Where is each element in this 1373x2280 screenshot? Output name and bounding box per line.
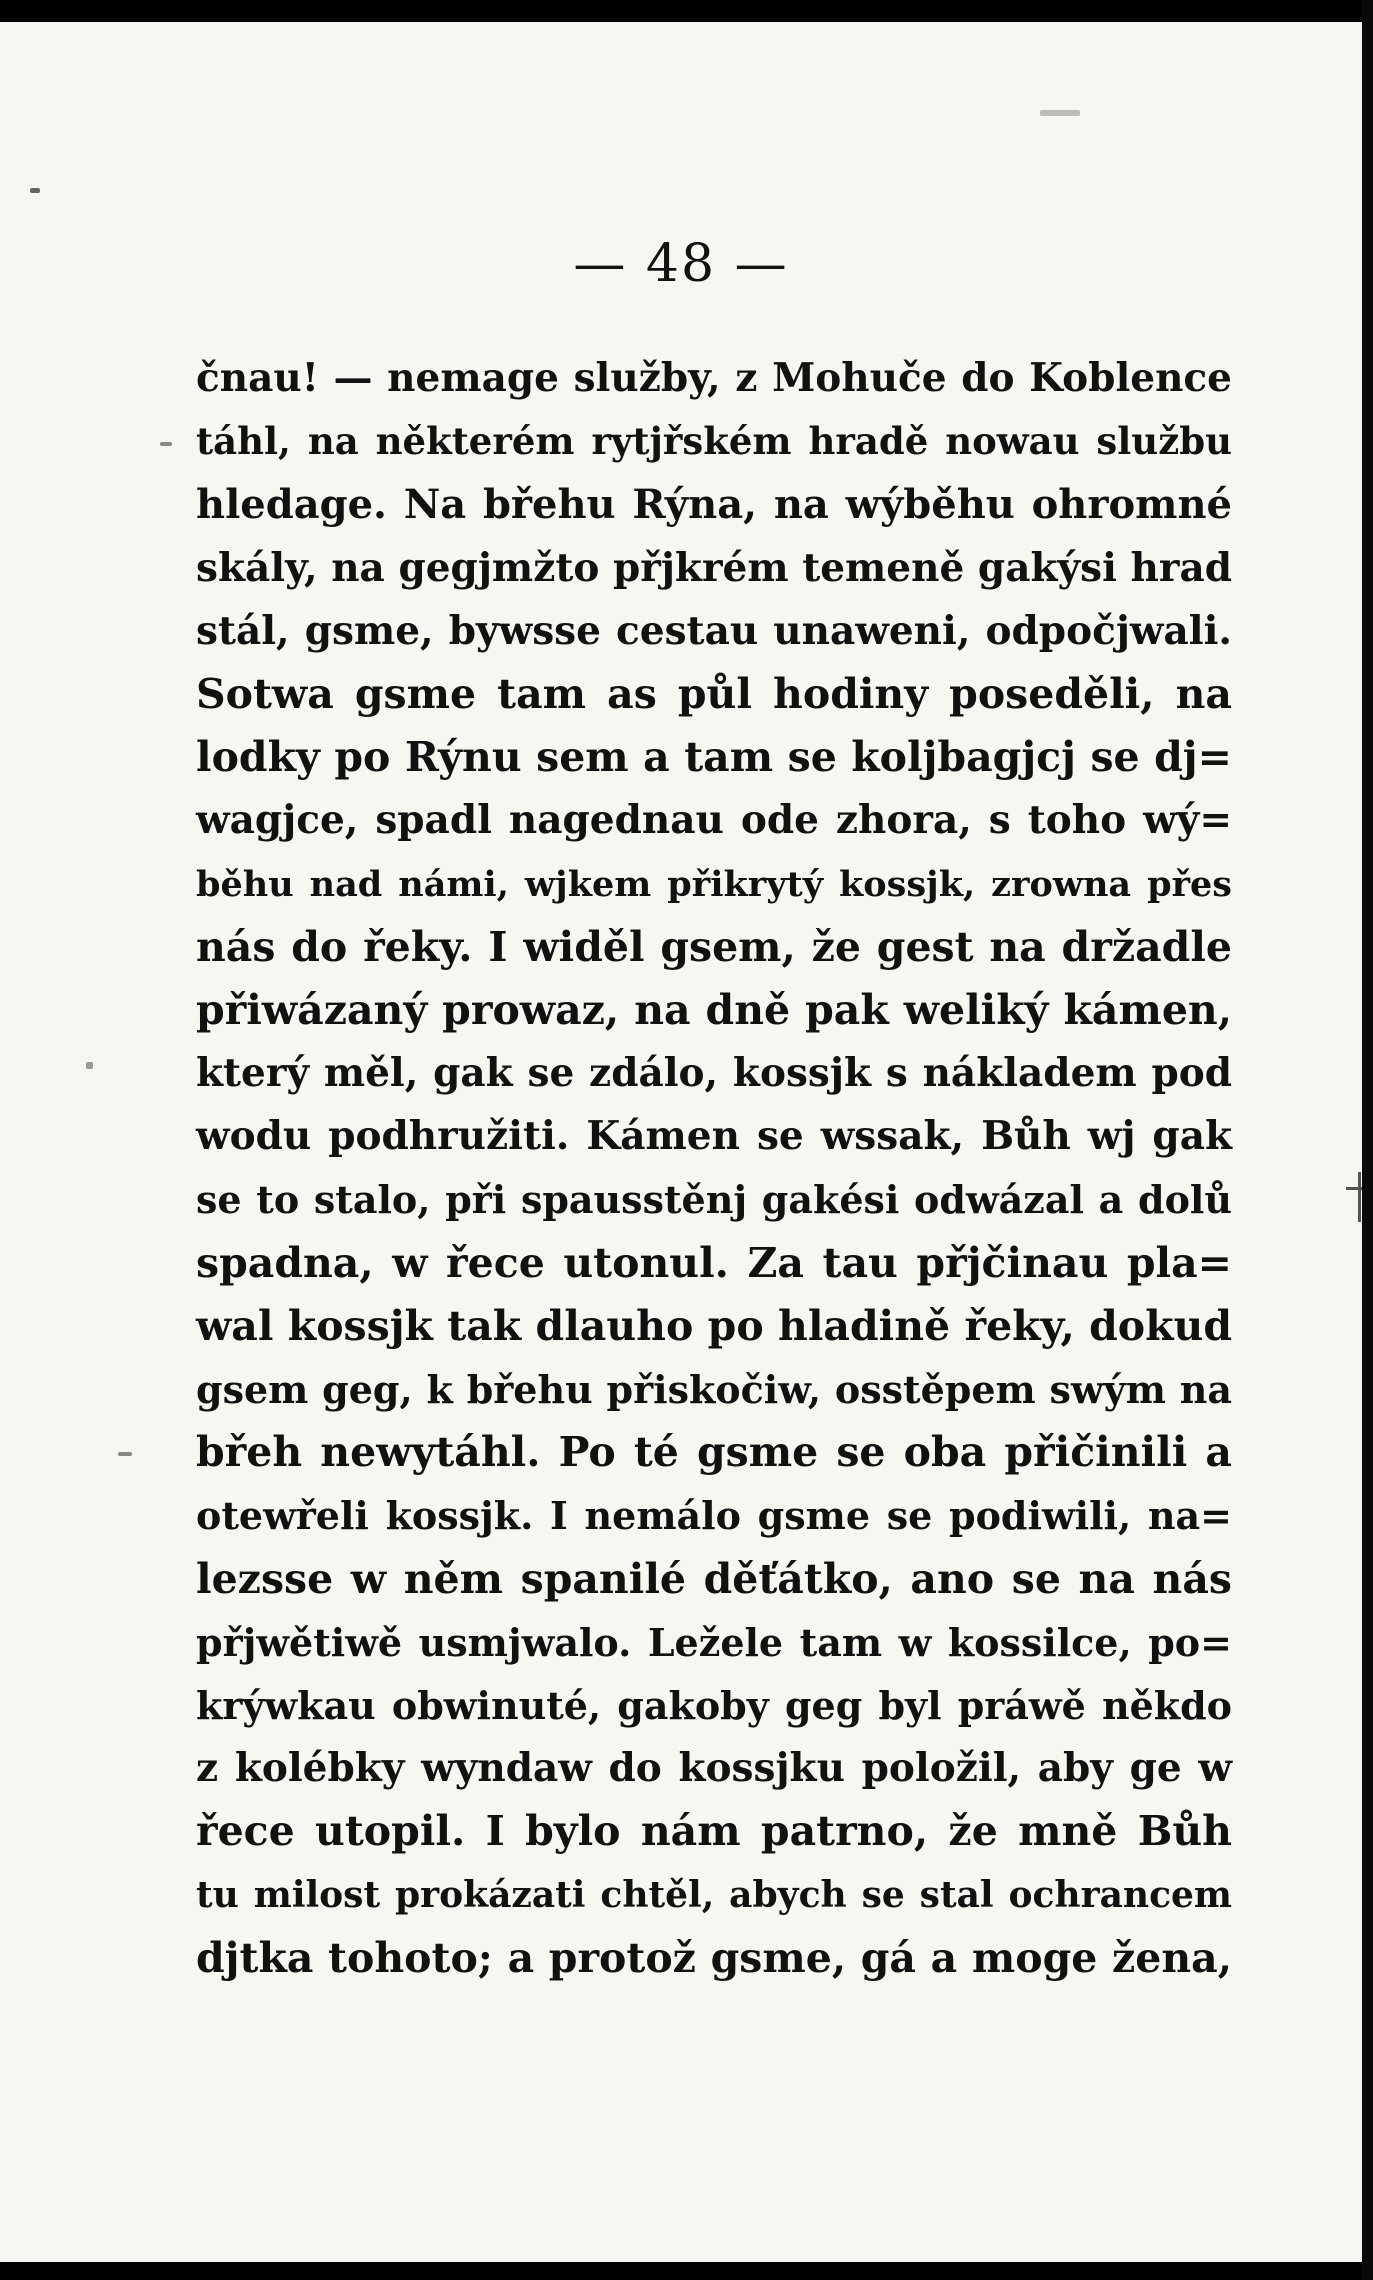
page-number: — 48 — xyxy=(573,234,789,294)
text-line: otewřeli kossjk. I nemálo gsme se podiwili, na= xyxy=(196,1493,1232,1539)
text-line: stál, gsme, bywsse cestau unaweni, odpočjwali. xyxy=(196,607,1232,654)
text-line: wal kossjk tak dlauho po hladině řeky, dokud xyxy=(196,1301,1232,1350)
body-text xyxy=(196,347,1232,1990)
scan-speck xyxy=(118,1452,132,1456)
text-line: lezsse w něm spanilé děťátko, ano se na nás xyxy=(196,1554,1232,1603)
text-line: čnau! — nemage služby, z Mohuče do Koblence xyxy=(196,355,1232,401)
book-page xyxy=(0,22,1362,2262)
text-line: běhu nad námi, wjkem přikrytý kossjk, zrowna přes xyxy=(196,863,1232,905)
text-line: hledage. Na břehu Rýna, na wýběhu ohromné xyxy=(196,481,1232,529)
text-line: táhl, na některém rytjřském hradě nowau službu xyxy=(196,419,1232,464)
text-line: z kolébky wyndaw do kossjku položil, aby ge w xyxy=(196,1745,1232,1792)
scan-speck xyxy=(86,1062,93,1069)
scan-speck xyxy=(1040,110,1080,116)
text-line: djtka tohoto; a protož gsme, gá a moge žena, xyxy=(196,1933,1232,1982)
page-edge xyxy=(1362,0,1373,2280)
text-line: Sotwa gsme tam as půl hodiny poseděli, na xyxy=(196,669,1232,718)
text-line: přjwětiwě usmjwalo. Ležele tam w kossilce, po= xyxy=(196,1619,1232,1665)
text-line: nás do řeky. I widěl gsem, že gest na držadle xyxy=(196,922,1232,971)
text-line: wagjce, spadl nagednau ode zhora, s toho wý= xyxy=(196,797,1232,844)
text-line: lodky po Rýnu sem a tam se koljbagjcj se dj= xyxy=(196,733,1232,782)
text-line: gsem geg, k břehu přiskočiw, osstěpem swým na xyxy=(196,1367,1232,1412)
text-line: přiwázaný prowaz, na dně pak weliký kámen, xyxy=(196,985,1232,1034)
text-line: krýwkau obwinuté, gakoby geg byl práwě někdo xyxy=(196,1682,1232,1728)
text-line: wodu podhružiti. Kámen se wssak, Bůh wj gak xyxy=(196,1113,1232,1160)
text-line: břeh newytáhl. Po té gsme se oba přičinili a xyxy=(196,1428,1232,1477)
text-line: skály, na gegjmžto přjkrém temeně gakýsi hrad xyxy=(196,544,1232,591)
text-line: se to stalo, při spausstěnj gakési odwázal a dolů xyxy=(196,1177,1232,1223)
text-line: spadna, w řece utonul. Za tau přjčinau pla= xyxy=(196,1238,1232,1287)
scan-speck xyxy=(30,188,40,193)
text-line: řece utopil. I bylo nám patrno, že mně Bůh xyxy=(196,1807,1232,1856)
text-line: tu milost prokázati chtěl, abych se stal ochrancem xyxy=(196,1873,1232,1916)
text-line: který měl, gak se zdálo, kossjk s nákladem pod xyxy=(196,1050,1232,1097)
scan-speck xyxy=(160,442,172,446)
margin-mark xyxy=(1358,1172,1361,1222)
